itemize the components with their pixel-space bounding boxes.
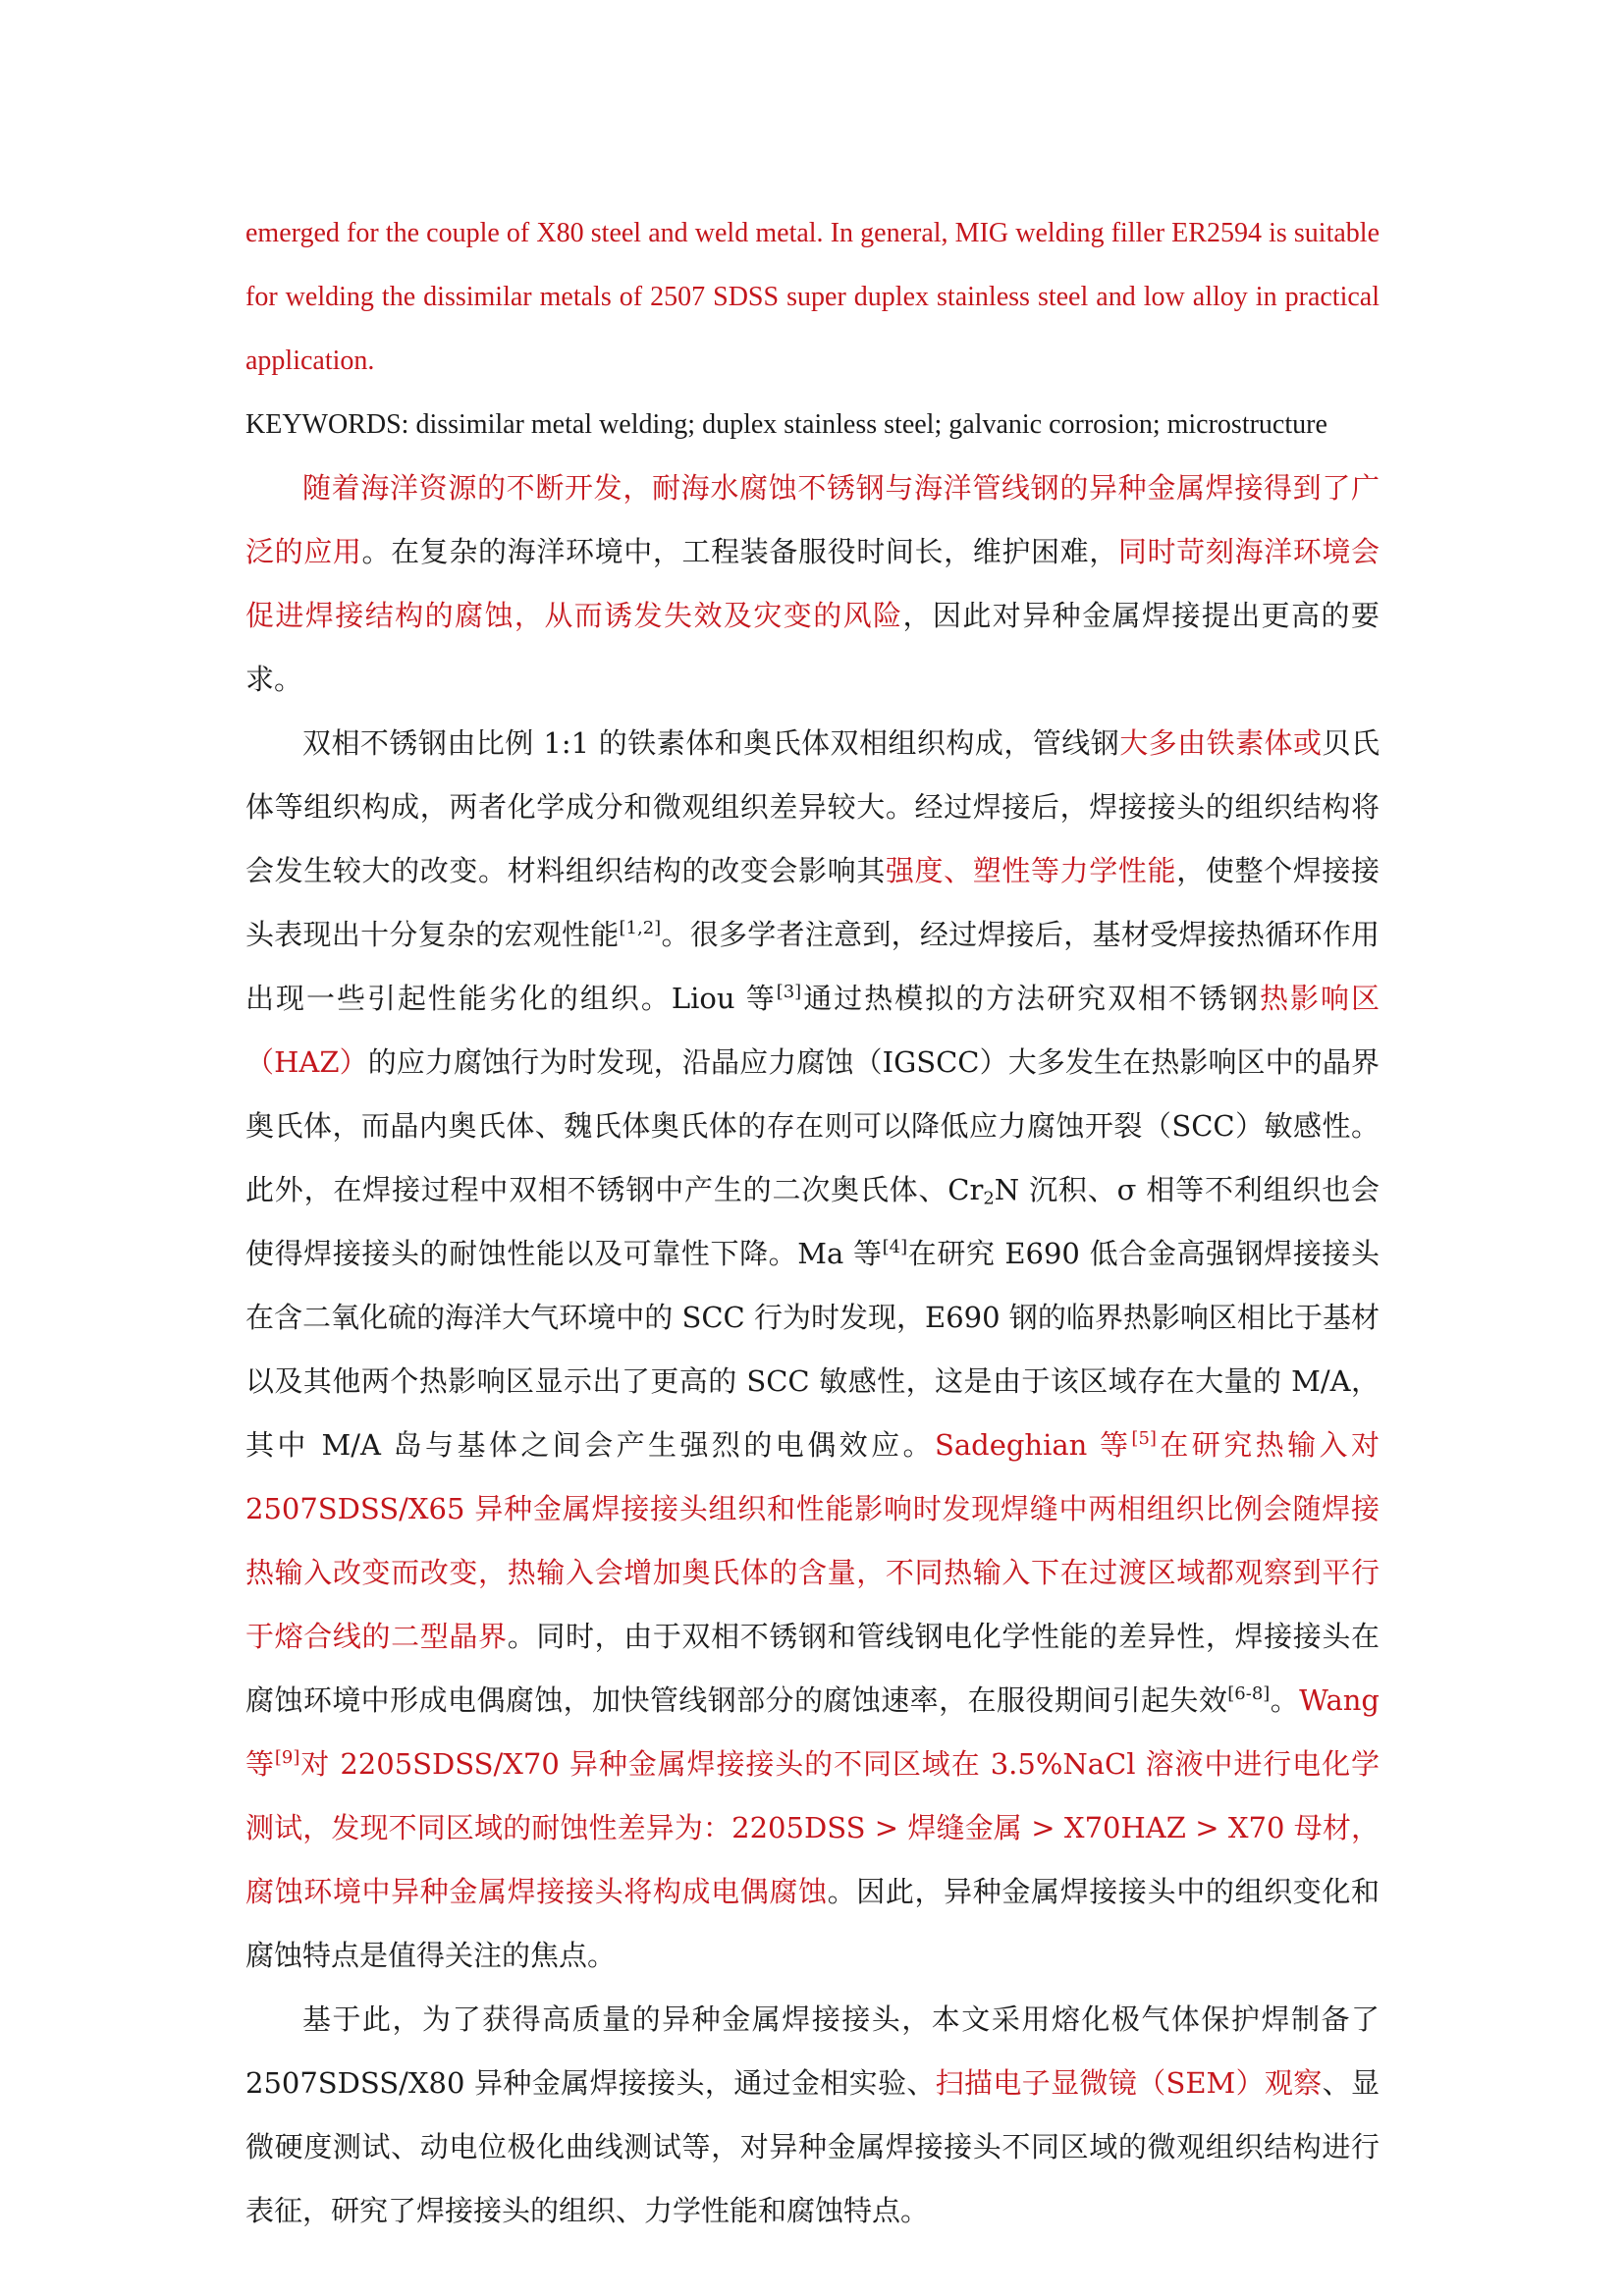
citation-5: [5]	[1131, 1428, 1157, 1450]
abstract-tail: emerged for the couple of X80 steel and weld metal. In general, MIG welding filler ER2594 is suitable for welding the dissimilar metals of 2507 SDSS super duplex stainless steel and low alloy in practical application.	[245, 218, 1380, 376]
p2-text-9: 。同时，由于双相不锈钢和管线钢电化学性能的差异性，焊接接头在腐蚀环境中形成电偶腐蚀，加快管线钢部分的腐蚀速率，在服役期间引起失效	[245, 1620, 1380, 1717]
p2-text-6: 的应力腐蚀行为时发现，沿晶应力腐蚀（IGSCC）大多发生在热影响区中的晶界奥氏体，而晶内奥氏体、魏氏体奥氏体的存在则可以降低应力腐蚀开裂（SCC）敏感性。此外，在焊接过程中双相不锈钢中产生的二次奥氏体、Cr	[245, 1045, 1380, 1206]
keywords: KEYWORDS: dissimilar metal welding; duplex stainless steel; galvanic corrosion; microstructure	[245, 409, 1327, 440]
p2-highlight-2: 强度、塑性等力学性能	[885, 854, 1177, 887]
p2-text-3: ，使整个焊接接头表现出十分复杂的宏观性能	[245, 854, 1380, 951]
subscript-2: 2	[983, 1188, 995, 1209]
p2-highlight-3: 热影响区（HAZ）	[245, 982, 1380, 1079]
intro-paragraph-1	[245, 456, 1380, 712]
p1-text-2: ，因此对异种金属焊接提出更高的要求。	[245, 599, 1380, 696]
p2-text-7: N 沉积、σ 相等不利组织也会使得焊接接头的耐蚀性能以及可靠性下降。Ma 等	[245, 1173, 1380, 1270]
p3-highlight-1: 扫描电子显微镜（SEM）观察	[935, 2066, 1323, 2100]
p2-text-1: 双相不锈钢由比例 1:1 的铁素体和奥氏体双相组织构成，管线钢	[302, 726, 1120, 760]
p2-highlight-4: Sadeghian 等	[934, 1428, 1132, 1462]
p3-text-2: 、显微硬度测试、动电位极化曲线测试等，对异种金属焊接接头不同区域的微观组织结构进行表征，研究了焊接接头的组织、力学性能和腐蚀特点。	[245, 2066, 1380, 2227]
p2-text-10: 。	[1270, 1683, 1300, 1717]
citation-4: [4]	[882, 1237, 908, 1258]
citation-3: [3]	[776, 982, 802, 1003]
citation-6-8: [6-8]	[1227, 1683, 1271, 1705]
p1-highlight-1: 随着海洋资源的不断开发，耐海水腐蚀不锈钢与海洋管线钢的异种金属焊接得到了广泛的应用	[245, 471, 1380, 568]
p2-highlight-6: Wang 等	[245, 1683, 1380, 1781]
p2-text-8: 在研究 E690 低合金高强钢焊接接头在含二氧化硫的海洋大气环境中的 SCC 行为时发现，E690 钢的临界热影响区相比于基材以及其他两个热影响区显示出了更高的 SCC 敏感性，这是由于该区域存在大量的 M/A，其中 M/A 岛与基体之间会产生强烈的电偶效应。	[245, 1237, 1380, 1462]
p2-highlight-7: 对 2205SDSS/X70 异种金属焊接接头的不同区域在 3.5%NaCl 溶液中进行电化学测试，发现不同区域的耐蚀性差异为：2205DSS > 焊缝金属 > X70HAZ > X70 母材，腐蚀环境中异种金属焊接接头将构成电偶腐蚀	[245, 1747, 1380, 1908]
p3-text-1: 基于此，为了获得高质量的异种金属焊接接头，本文采用熔化极气体保护焊制备了 2507SDSS/X80 异种金属焊接接头，通过金相实验、	[245, 2002, 1380, 2100]
intro-paragraph-3	[245, 1988, 1380, 2243]
p2-text-11: 。因此，异种金属焊接接头中的组织变化和腐蚀特点是值得关注的焦点。	[245, 1875, 1380, 1972]
p2-text-2: 贝氏体等组织构成，两者化学成分和微观组织差异较大。经过焊接后，焊接接头的组织结构将会发生较大的改变。材料组织结构的改变会影响其	[245, 726, 1380, 887]
p2-highlight-5: 在研究热输入对 2507SDSS/X65 异种金属焊接接头组织和性能影响时发现焊缝中两相组织比例会随焊接热输入改变而改变，热输入会增加奥氏体的含量，不同热输入下在过渡区域都观察到平行于熔合线的二型晶界	[245, 1428, 1380, 1653]
intro-paragraph-2	[245, 712, 1380, 1988]
p2-text-5: 通过热模拟的方法研究双相不锈钢	[801, 982, 1261, 1015]
p2-highlight-1: 大多由铁素体或	[1119, 726, 1323, 760]
citation-1-2: [1,2]	[619, 918, 662, 939]
p1-text-1: 。在复杂的海洋环境中，工程装备服役时间长，维护困难，	[361, 535, 1118, 568]
p1-highlight-2: 同时苛刻海洋环境会促进焊接结构的腐蚀，从而诱发失效及灾变的风险	[245, 535, 1380, 632]
paper-page	[245, 201, 1380, 2243]
citation-9: [9]	[274, 1747, 300, 1769]
p2-text-4: 。很多学者注意到，经过焊接后，基材受焊接热循环作用出现一些引起性能劣化的组织。Liou 等	[245, 918, 1380, 1015]
